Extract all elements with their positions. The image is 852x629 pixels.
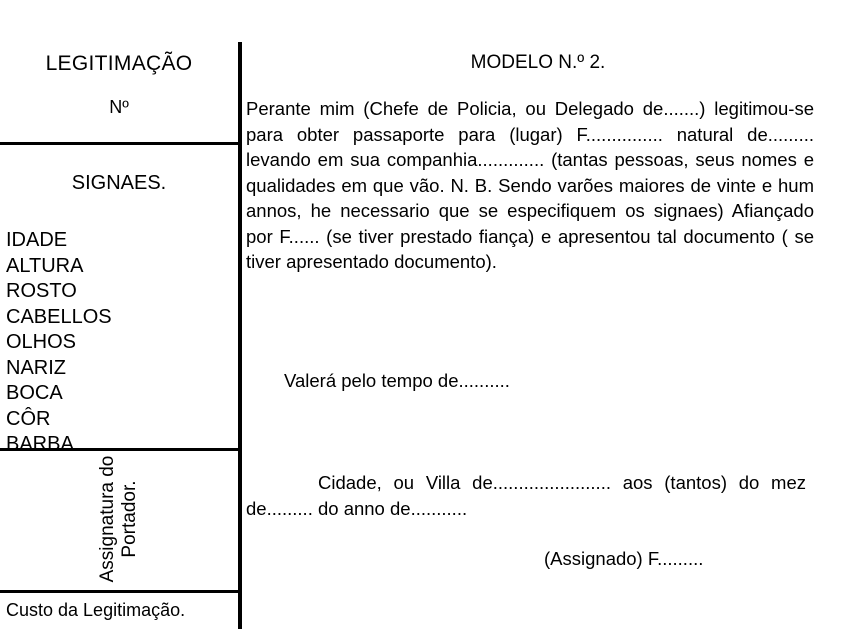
list-item: NARIZ: [6, 356, 66, 379]
signature-line: (Assignado) F.........: [544, 548, 704, 569]
validity-line: Valerá pelo tempo de..........: [284, 370, 510, 391]
left-column: [0, 42, 238, 629]
list-item: ALTURA: [6, 254, 84, 277]
right-column: [246, 42, 846, 629]
place-date-line: Cidade, ou Villa de....................... aos (tantos) do mez de......... do anno de...........: [246, 472, 806, 519]
list-item: BOCA: [6, 382, 63, 404]
list-item: OLHOS: [6, 331, 77, 353]
list-item: ROSTO: [6, 280, 77, 302]
legitimacao-title: LEGITIMAÇÃO: [45, 52, 193, 75]
vertical-divider: [238, 42, 242, 629]
main-paragraph: Perante mim (Chefe de Policia, ou Delegado de.......) legitimou-se para obter passaporte para (lugar) F............... natural de......... levando em sua companhia............. (tantas pessoas, seus nomes e qualidades em que vão. N. B. Sendo varões maiores de vinte e hum annos, he necessario que se especifiquem os signaes) Afiançado por F...... (se tiver prestado fiança) e apresentou tal documento ( se tiver apresentado documento).: [246, 98, 814, 272]
model-title: MODELO N.º 2.: [470, 52, 606, 73]
cost-label: Custo da Legitimação.: [6, 600, 186, 620]
list-item: BARBA: [6, 433, 74, 455]
list-item: IDADE: [6, 229, 68, 251]
horizontal-divider-bottom: [0, 590, 238, 593]
horizontal-divider-top: [0, 142, 238, 145]
legitimacao-number-label: Nº: [109, 97, 129, 117]
signature-block-label: Assignatura do Portador.: [97, 455, 140, 583]
list-item: CABELLOS: [6, 305, 112, 328]
signaes-list: [6, 228, 112, 458]
list-item: CÔR: [6, 407, 51, 430]
signature-block-cell: [0, 448, 238, 590]
signaes-title: SIGNAES.: [71, 172, 167, 194]
